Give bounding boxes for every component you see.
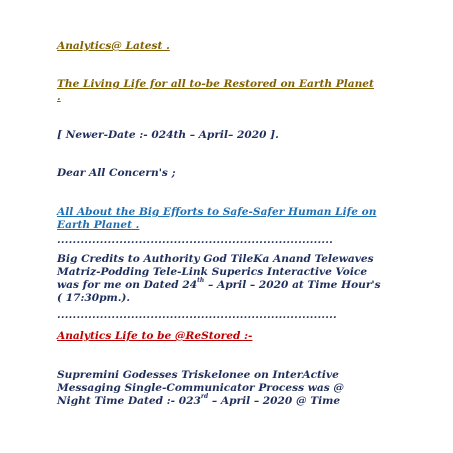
doc-heading-line2: Earth Planet . bbox=[57, 219, 140, 231]
para1-line3-superscript: th bbox=[197, 277, 205, 285]
doc-title: Analytics@ Latest . bbox=[57, 40, 170, 52]
section-title: Analytics Life to be @ReStored :- bbox=[57, 330, 253, 342]
para1-line1: Big Credits to Authority God TileKa Anand Telewaves bbox=[57, 253, 374, 265]
para2-line1: Supremini Godesses Triskelonee on InterActive bbox=[57, 369, 339, 381]
dotted-divider-1: ....................................................................... bbox=[57, 234, 334, 246]
doc-date: [ Newer-Date :- 024th – April– 2020 ]. bbox=[57, 129, 279, 141]
para2-line3-superscript: rd bbox=[200, 393, 209, 401]
doc-heading-line1: All About the Big Efforts to Safe-Safer Human Life on bbox=[57, 206, 377, 218]
doc-greeting: Dear All Concern's ; bbox=[57, 167, 176, 179]
para1-line4: ( 17:30pm.). bbox=[57, 292, 131, 304]
doc-subtitle-line1: The Living Life for all to-be Restored on Earth Planet bbox=[57, 78, 374, 90]
para2-line2: Messaging Single-Communicator Process was @ bbox=[57, 382, 344, 394]
para1-line3-text-b: – April – 2020 at Time Hour's bbox=[204, 279, 381, 291]
para2-line3-text-b: – April – 2020 @ Time bbox=[208, 395, 341, 407]
para2-line3 bbox=[57, 395, 407, 407]
doc-subtitle-line2: . bbox=[57, 91, 61, 103]
para1-line2: Matriz-Podding Tele-Link Superics Interactive Voice bbox=[57, 266, 368, 278]
para2-line3-text-a: Night Time Dated :- 023 bbox=[57, 395, 201, 407]
dotted-divider-2: ........................................................................ bbox=[57, 309, 337, 321]
para1-line3-text-a: was for me on Dated 24 bbox=[57, 279, 198, 291]
para1-line3 bbox=[57, 279, 407, 291]
